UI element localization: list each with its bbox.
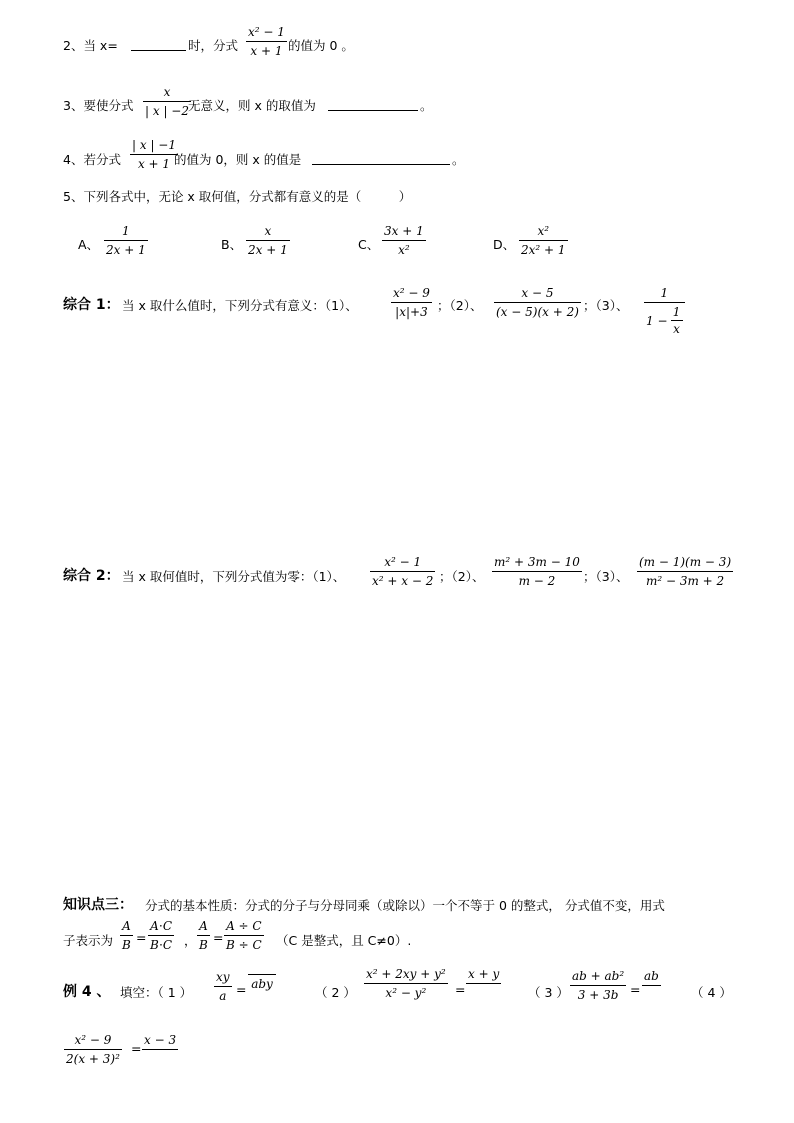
- q5-option-d-fraction: [519, 225, 568, 256]
- q3-numerator: x: [163, 85, 171, 99]
- ex4-e3-rnum: ab: [644, 969, 659, 983]
- q4-numerator: | x | −1: [132, 138, 176, 152]
- q2-numerator: x² − 1: [248, 25, 285, 39]
- z2-text: 当 x 取何值时，下列分式值为零：（1）、: [122, 569, 346, 584]
- q4-denominator: x + 1: [137, 157, 171, 171]
- q4-suffix: 的值为 0，则 x 的值是: [174, 152, 302, 167]
- z2-fraction-2: [492, 556, 582, 587]
- ex4-e4-rhs: [142, 1034, 178, 1065]
- ex4-title: 例 4 、: [63, 984, 111, 1000]
- kp3-r1-lden: B: [122, 938, 131, 952]
- z1-f2-den: (x − 5)(x + 2): [496, 305, 579, 319]
- ex4-e3-lden: 3 + 3b: [577, 988, 619, 1002]
- z1-f3-inner-den: x: [673, 322, 680, 336]
- kp3-r2-eq: =: [213, 930, 224, 945]
- ex4-e4-rnum: x − 3: [144, 1033, 177, 1047]
- q3-answer-blank[interactable]: [328, 110, 418, 111]
- ex4-e1-lnum: xy: [216, 970, 230, 984]
- ex4-e2-lhs: [364, 968, 448, 999]
- z1-f3-den: [644, 303, 685, 335]
- ex4-e2-rhs: [466, 968, 501, 999]
- z2-fraction-3: [637, 556, 733, 587]
- kp3-line2-prefix: 子表示为: [63, 933, 114, 948]
- q2-suffix: 的值为 0 。: [288, 38, 354, 53]
- z2-title: 综合 2：: [63, 568, 120, 584]
- ex4-e3-lhs: [570, 970, 626, 1001]
- q2-mid: 时，分式: [188, 38, 239, 53]
- q2-denominator: x + 1: [250, 44, 283, 58]
- q3-denominator: | x | −2: [145, 104, 189, 118]
- kp3-r2-rnum: A ÷ C: [226, 919, 262, 933]
- z1-fraction-1: [391, 287, 432, 318]
- q2-prefix: 2、当 x=: [63, 38, 118, 53]
- kp3-text: 分式的基本性质：分式的分子与分母同乘（或除以）一个不等于 0 的整式， 分式值不变，用式: [145, 898, 665, 913]
- kp3-r1-rden: B⋅C: [150, 938, 173, 952]
- kp3-rule2-rhs: [224, 920, 264, 951]
- ex4-e2-lnum: x² + 2xy + y²: [366, 967, 446, 981]
- ex4-e2-eq: =: [455, 982, 466, 997]
- q4-answer-blank[interactable]: [312, 164, 450, 165]
- z2-f1-num: x² − 1: [384, 555, 422, 569]
- ex4-e3-lnum: ab + ab²: [572, 969, 625, 983]
- q3-prefix: 3、要使分式: [63, 98, 134, 113]
- z1-f1-den: |x|+3: [395, 305, 428, 319]
- q5-option-a-fraction: [104, 225, 148, 256]
- q3-end: 。: [420, 98, 433, 113]
- ex4-e4-lnum: x² − 9: [74, 1033, 112, 1047]
- ex4-e1-lhs: [214, 971, 232, 1002]
- z1-f3-inner-num: 1: [672, 305, 681, 319]
- q3-fraction: [143, 86, 191, 117]
- q5-question: 5、下列各式中，无论 x 取何值，分式都有意义的是（ ）: [63, 189, 412, 204]
- q5-option-c-num: 3x + 1: [384, 224, 424, 238]
- ex4-e4-lden: 2(x + 3)²: [66, 1052, 120, 1066]
- q4-fraction: [130, 139, 178, 170]
- z2-fraction-1: [370, 556, 435, 587]
- ex4-e4-lhs: [64, 1034, 122, 1065]
- q5-option-b-den: 2x + 1: [248, 243, 288, 257]
- z2-part3: ；（3）、: [583, 569, 629, 584]
- kp3-title: 知识点三：: [63, 897, 133, 913]
- kp3-rule2-lhs: [197, 920, 210, 951]
- z1-fraction-2: [494, 287, 581, 318]
- ex4-e1-rden: aby: [251, 977, 273, 991]
- z1-part3: ；（3）、: [583, 298, 629, 313]
- kp3-comma: ，: [184, 933, 197, 948]
- q5-option-b-num: x: [264, 224, 272, 238]
- q5-option-a-num: 1: [122, 224, 130, 238]
- q4-prefix: 4、若分式: [63, 152, 121, 167]
- q5-option-a-label: A、: [78, 237, 100, 252]
- q5-option-b-label: B、: [221, 237, 243, 252]
- z1-f3-num: 1: [660, 286, 669, 300]
- ex4-e2-lden: x² − y²: [385, 986, 427, 1000]
- ex4-part2: （ 2 ）: [315, 985, 356, 1000]
- kp3-r1-lnum: A: [122, 919, 131, 933]
- q5-option-d-label: D、: [493, 237, 516, 252]
- ex4-e4-eq: =: [131, 1041, 142, 1056]
- kp3-rule1-lhs: [120, 920, 133, 951]
- z1-title: 综合 1：: [63, 297, 120, 313]
- ex4-part4: （ 4 ）: [691, 985, 732, 1000]
- ex4-e3-eq: =: [630, 982, 641, 997]
- q5-option-c-fraction: [382, 225, 426, 256]
- kp3-r2-lnum: A: [199, 919, 208, 933]
- kp3-rule1-rhs: [148, 920, 174, 951]
- z1-text: 当 x 取什么值时，下列分式有意义：（1）、: [122, 298, 358, 313]
- z1-fraction-3: [644, 287, 685, 335]
- z2-f1-den: x² + x − 2: [372, 574, 434, 588]
- q3-suffix: 无意义，则 x 的取值为: [188, 98, 316, 113]
- kp3-r2-rden: B ÷ C: [226, 938, 262, 952]
- q5-option-a-den: 2x + 1: [106, 243, 146, 257]
- z1-f3-den-pre: 1 −: [646, 313, 668, 328]
- ex4-e1-rhs: [248, 971, 276, 990]
- ex4-e1-lden: a: [219, 989, 227, 1003]
- q5-option-b-fraction: [246, 225, 290, 256]
- q5-option-c-den: x²: [398, 243, 410, 257]
- ex4-e3-blank[interactable]: [649, 986, 653, 1001]
- kp3-r2-lden: B: [199, 938, 208, 952]
- ex4-e2-rnum: x + y: [468, 967, 500, 981]
- ex4-e1-eq: =: [236, 982, 247, 997]
- kp3-r1-rnum: A⋅C: [150, 919, 173, 933]
- q5-option-d-den: 2x² + 1: [521, 243, 566, 257]
- z2-f3-den: m² − 3m + 2: [645, 574, 725, 588]
- kp3-r1-eq: =: [136, 930, 147, 945]
- z1-f1-num: x² − 9: [393, 286, 430, 300]
- z2-f2-den: m − 2: [518, 574, 556, 588]
- q5-option-c-label: C、: [358, 237, 380, 252]
- ex4-e4-blank[interactable]: [158, 1050, 162, 1065]
- kp3-line2-suffix: （C 是整式，且 C≠0）.: [276, 933, 412, 948]
- ex4-e3-rhs: [642, 970, 661, 1001]
- q2-fraction: [246, 26, 287, 57]
- ex4-e2-blank[interactable]: [482, 984, 486, 999]
- z1-f2-num: x − 5: [521, 286, 554, 300]
- z2-f2-num: m² + 3m − 10: [494, 555, 580, 569]
- z2-f3-num: (m − 1)(m − 3): [639, 555, 732, 569]
- ex4-text: 填空：（ 1 ）: [120, 985, 193, 1000]
- q4-end: 。: [452, 152, 465, 167]
- q5-option-d-num: x²: [537, 224, 550, 238]
- ex4-part3: （ 3 ）: [528, 985, 569, 1000]
- z2-part2: ；（2）、: [439, 569, 485, 584]
- q2-answer-blank[interactable]: [131, 50, 186, 51]
- z1-part2: ；（2）、: [437, 298, 483, 313]
